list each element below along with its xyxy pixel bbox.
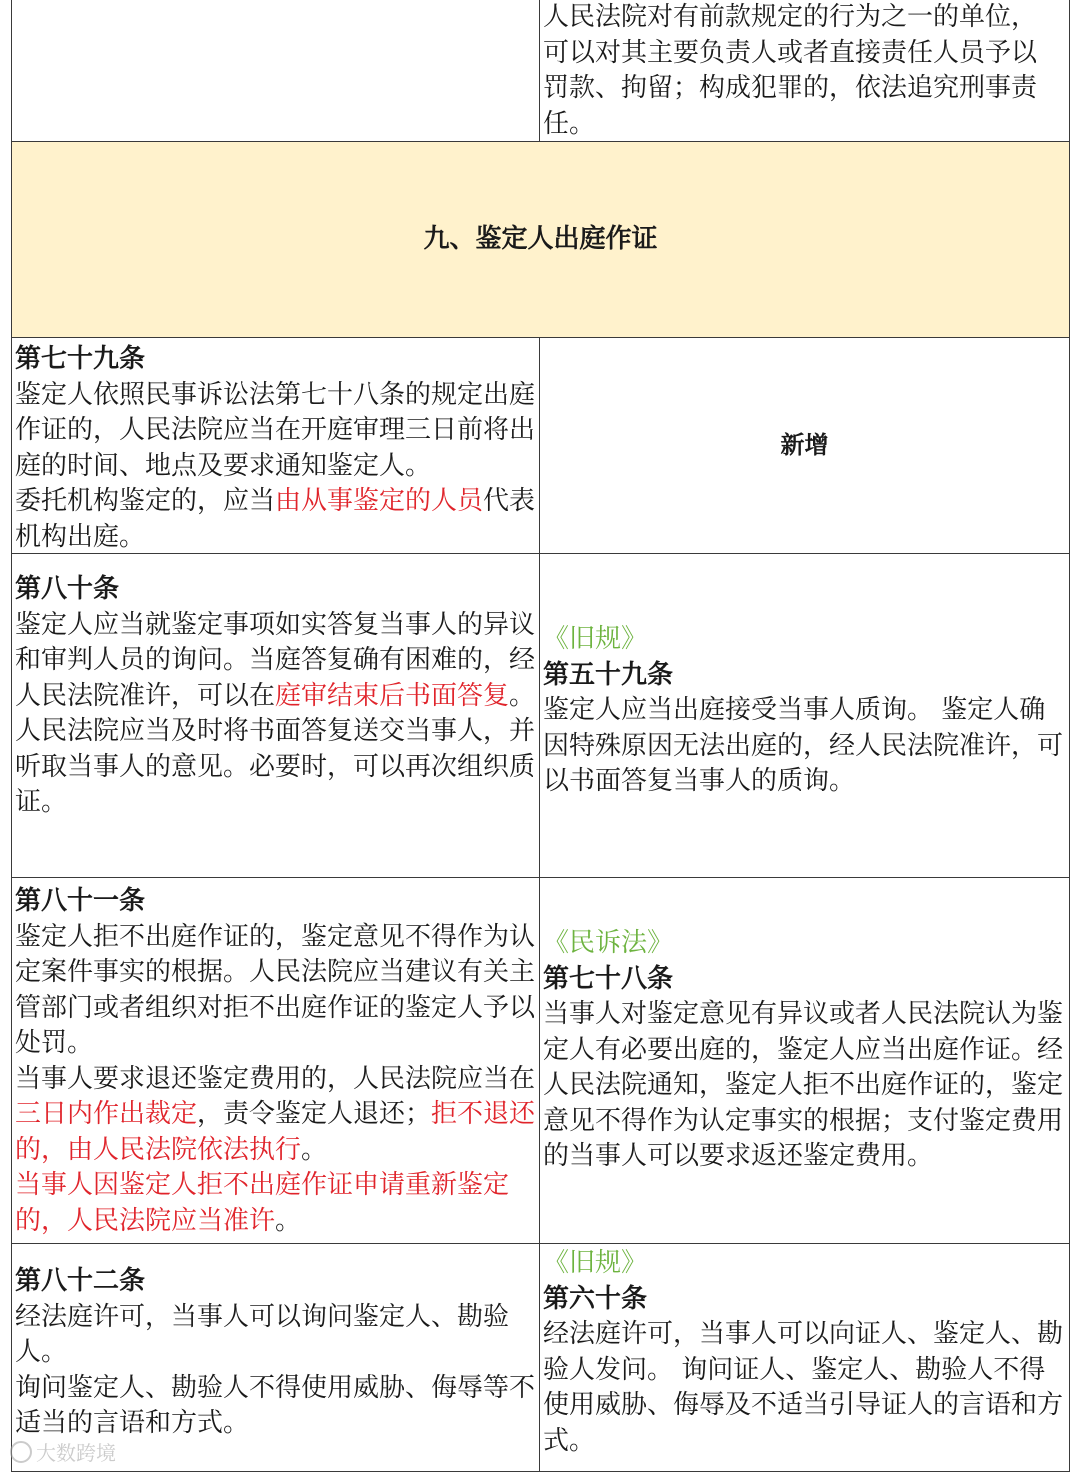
table-row xyxy=(12,0,1069,142)
right-cell xyxy=(540,338,1069,553)
text-span: 当事人要求退还鉴定费用的，人民法院应当在 xyxy=(15,1063,536,1094)
table-row xyxy=(12,878,1069,1244)
watermark-text: 大数跨境 xyxy=(36,1441,116,1465)
table-row xyxy=(12,338,1069,554)
article-paragraph: 当事人对鉴定意见有异议或者人民法院认为鉴定人有必要出庭的，鉴定人应当出庭作证。经人民法院通知，鉴定人拒不出庭作证的，鉴定意见不得作为认定事实的根据；支付鉴定费用的当事人可以要求返还鉴定费用。 xyxy=(543,999,1064,1171)
article-paragraph: 人民法院应当及时将书面答复送交当事人，并听取当事人的意见。必要时，可以再次组织质证。 xyxy=(15,716,536,817)
comparison-table xyxy=(11,0,1070,1472)
highlighted-text: 当事人因鉴定人拒不出庭作证申请重新鉴定的，人民法院应当准许 xyxy=(15,1170,510,1236)
right-cell xyxy=(540,0,1069,141)
text-span: 代表机构出庭。 xyxy=(15,486,536,552)
table-row xyxy=(12,554,1069,878)
right-cell xyxy=(540,1244,1069,1471)
section-title: 九、鉴定人出庭作证 xyxy=(423,223,658,254)
watermark xyxy=(10,1437,116,1466)
left-cell xyxy=(12,554,540,877)
article-title: 第八十一条 xyxy=(15,886,146,916)
right-cell xyxy=(540,878,1069,1243)
article-paragraph xyxy=(15,1062,536,1169)
source-label: 《民诉法》 xyxy=(543,928,674,958)
new-label: 新增 xyxy=(780,430,829,459)
source-label: 《旧规》 xyxy=(543,1248,648,1278)
left-cell-empty xyxy=(12,0,540,141)
article-paragraph: 经法庭许可，当事人可以向证人、鉴定人、勘验人发问。 询问证人、鉴定人、勘验人不得使用威胁、侮辱及不适当引导证人的言语和方式。 xyxy=(543,1319,1064,1456)
article-paragraph xyxy=(15,484,536,553)
article-paragraph xyxy=(15,608,536,715)
text-span: 鉴定人应当就鉴定事项如实答复当事人的异议和审判人员的询问。当庭答复确有困难的，经人民法院准许，可以在 xyxy=(15,609,536,711)
article-title: 第七十八条 xyxy=(543,963,674,994)
article-paragraph: 鉴定人依照民事诉讼法第七十八条的规定出庭作证的，人民法院应当在开庭审理三日前将出庭的时间、地点及要求通知鉴定人。 xyxy=(15,379,536,481)
article-paragraph: 鉴定人应当出庭接受当事人质询。 鉴定人确因特殊原因无法出庭的，经人民法院准许，可以书面答复当事人的质询。 xyxy=(543,695,1064,796)
article-paragraph: 鉴定人拒不出庭作证的，鉴定意见不得作为认定案件事实的根据。人民法院应当建议有关主管部门或者组织对拒不出庭作证的鉴定人予以处罚。 xyxy=(15,921,536,1058)
article-title: 第五十九条 xyxy=(543,659,674,690)
article-paragraph xyxy=(15,1168,536,1239)
left-cell xyxy=(12,338,540,553)
text-line: 人民法院对有前款规定的行为之一的单位， xyxy=(543,2,1038,32)
section-header-row xyxy=(12,142,1069,338)
watermark-logo-icon xyxy=(10,1441,32,1463)
section-cell xyxy=(12,222,1069,258)
article-title: 第七十九条 xyxy=(15,344,146,374)
text-span: 。 xyxy=(275,1205,302,1236)
article-title: 第八十条 xyxy=(15,574,120,604)
left-cell xyxy=(12,878,540,1243)
source-label: 《旧规》 xyxy=(543,624,648,654)
text-line: 可以对其主要负责人或者直接责任人员予以 xyxy=(543,37,1038,68)
text-span: 。 xyxy=(301,1134,328,1165)
highlighted-text: 三日内作出裁定 xyxy=(15,1099,198,1129)
text-span: 委托机构鉴定的，应当 xyxy=(15,486,276,516)
highlighted-text: 由从事鉴定的人员 xyxy=(275,486,484,516)
table-row xyxy=(12,1244,1069,1472)
article-title: 第八十二条 xyxy=(15,1266,146,1296)
text-span: ，责令鉴定人退还； xyxy=(197,1099,432,1129)
highlighted-text: 庭审结束后书面答复 xyxy=(275,680,510,711)
highlighted-text: 拒不退还的，由人民法院依法执行 xyxy=(15,1099,536,1165)
article-title: 第六十条 xyxy=(543,1283,648,1314)
article-paragraph: 经法庭许可，当事人可以询问鉴定人、勘验人。 xyxy=(15,1301,510,1367)
text-line: 任。 xyxy=(543,108,596,139)
text-line: 罚款、拘留；构成犯罪的，依法追究刑事责 xyxy=(543,73,1038,103)
article-paragraph: 询问鉴定人、勘验人不得使用威胁、侮辱等不适当的言语和方式。 xyxy=(15,1372,536,1438)
text-span: 。 xyxy=(509,680,536,711)
right-cell xyxy=(540,554,1069,877)
